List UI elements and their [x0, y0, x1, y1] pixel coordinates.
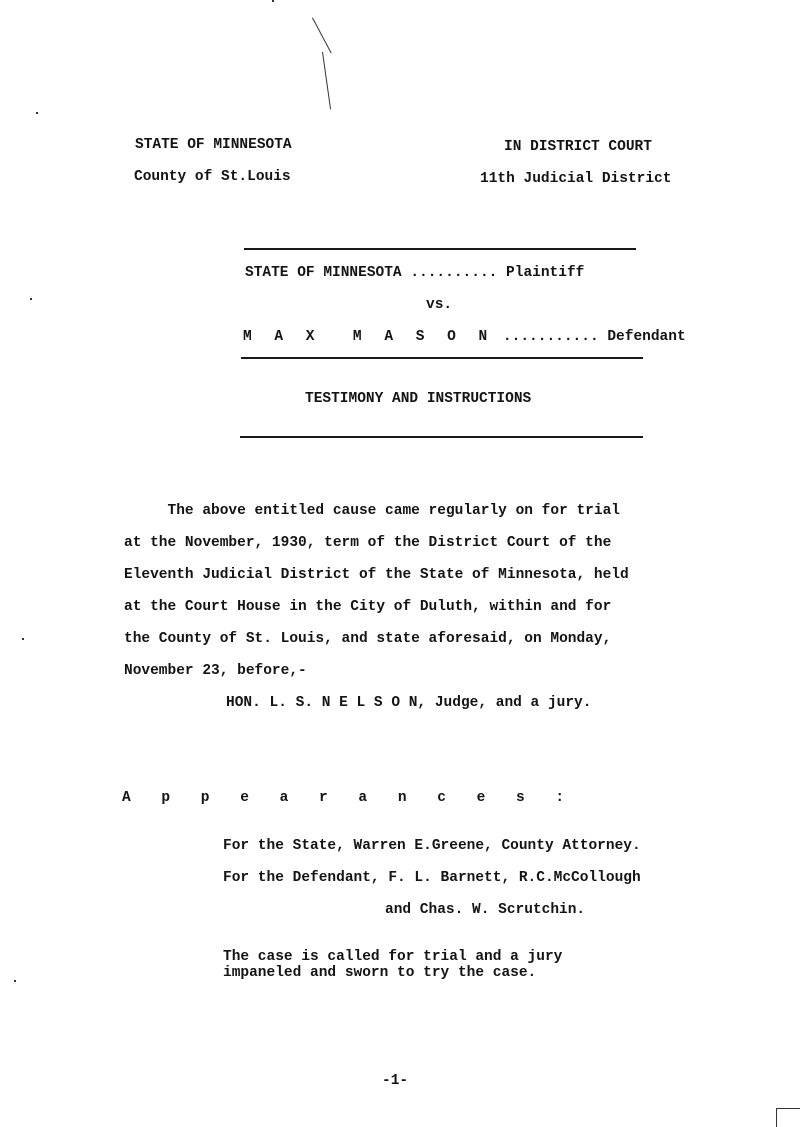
- pen-mark: [322, 52, 331, 110]
- header-county: County of St.Louis: [134, 169, 291, 185]
- speck: [36, 112, 38, 114]
- appearances-heading: A p p e a r a n c e s :: [122, 790, 576, 806]
- judge-line: HON. L. S. N E L S O N, Judge, and a jury.: [226, 695, 592, 711]
- document-title: TESTIMONY AND INSTRUCTIONS: [305, 391, 532, 407]
- header-state: STATE OF MINNESOTA: [135, 137, 292, 153]
- caption-rule-top: [244, 248, 636, 250]
- appearance-state: For the State, Warren E.Greene, County Attorney.: [223, 838, 641, 854]
- body-line: at the Court House in the City of Duluth, within and for: [124, 599, 612, 615]
- page-number: -1-: [382, 1073, 409, 1089]
- caption-rule-bottom: [240, 436, 643, 438]
- speck: [14, 980, 16, 982]
- appearance-defendant-cont: and Chas. W. Scrutchin.: [385, 902, 586, 918]
- versus: vs.: [426, 297, 453, 313]
- body-line: the County of St. Louis, and state aforesaid, on Monday,: [124, 631, 612, 647]
- trial-note-line: impaneled and sworn to try the case.: [223, 965, 537, 981]
- body-line: at the November, 1930, term of the District Court of the: [124, 535, 612, 551]
- body-line: Eleventh Judicial District of the State of Minnesota, held: [124, 567, 629, 583]
- speck: [30, 298, 32, 300]
- defendant-name: M A X M A S O N: [243, 329, 495, 345]
- body-line: The above entitled cause came regularly on for trial: [124, 503, 620, 519]
- speck: [22, 638, 24, 640]
- pen-mark: [312, 18, 332, 54]
- header-court: IN DISTRICT COURT: [504, 139, 652, 155]
- caption-rule-middle: [241, 357, 643, 359]
- defendant-line: [243, 329, 686, 345]
- plaintiff-line: STATE OF MINNESOTA .......... Plaintiff: [245, 265, 585, 281]
- body-line: November 23, before,-: [124, 663, 307, 679]
- speck: [272, 0, 274, 2]
- header-district: 11th Judicial District: [480, 171, 672, 187]
- corner-mark: [776, 1108, 800, 1127]
- defendant-suffix: ........... Defendant: [494, 329, 686, 345]
- appearance-defendant: For the Defendant, F. L. Barnett, R.C.McCollough: [223, 870, 641, 886]
- trial-note-line: The case is called for trial and a jury: [223, 949, 563, 965]
